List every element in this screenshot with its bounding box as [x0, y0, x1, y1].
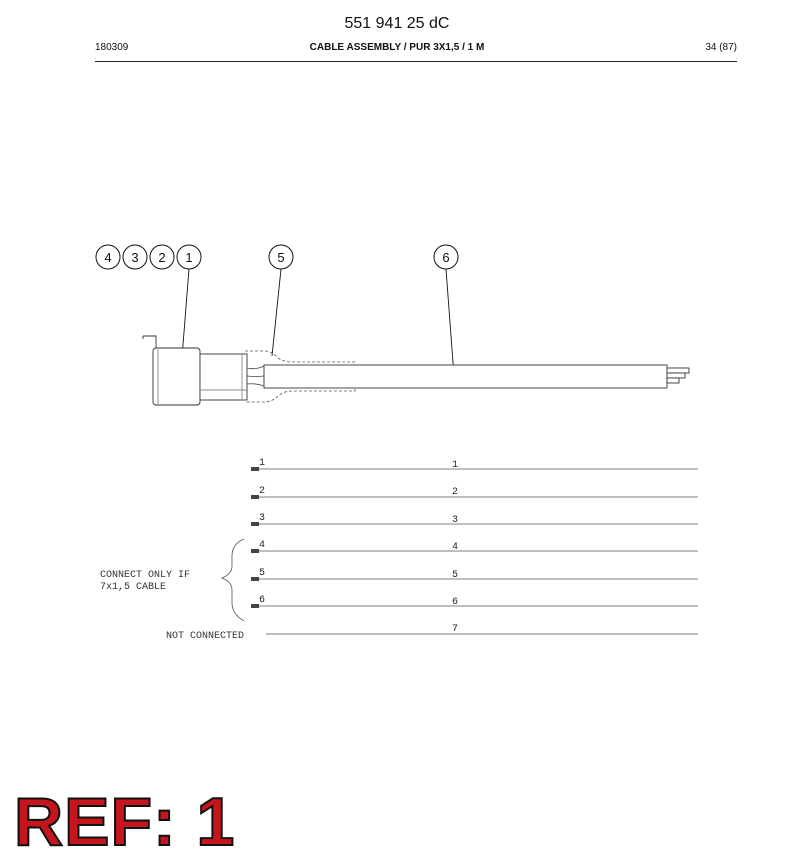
wire-label-2: 2 — [452, 487, 459, 498]
not-connected-label: NOT CONNECTED — [166, 631, 245, 642]
wire-label-4: 4 — [452, 542, 459, 553]
left-pin-label-6: 6 — [259, 595, 266, 606]
wire-label-1: 1 — [452, 460, 459, 471]
pin-marker-3 — [251, 522, 259, 526]
cable-jacket — [264, 365, 667, 388]
note-line-1: CONNECT ONLY IF — [100, 570, 191, 581]
pin-marker-5 — [251, 577, 259, 581]
balloon-4 — [96, 245, 120, 269]
ref-label: REF: 1 — [14, 784, 236, 860]
left-pin-label-2: 2 — [259, 486, 266, 497]
balloon-2-label: 2 — [158, 250, 166, 265]
balloon-2 — [150, 245, 174, 269]
pin-marker-4 — [251, 549, 259, 553]
balloon-5-label: 5 — [277, 250, 285, 265]
left-pin-label-3: 3 — [259, 513, 266, 524]
wire-end-1 — [667, 368, 689, 373]
wire-end-2 — [667, 373, 685, 378]
left-pin-label-5: 5 — [259, 568, 266, 579]
left-pin-labels — [259, 458, 265, 606]
wire-label-7: 7 — [452, 624, 459, 635]
cable — [264, 365, 689, 388]
left-pin-label-4: 4 — [259, 540, 266, 551]
pin-marker-1 — [251, 467, 259, 471]
balloon-1-label: 1 — [185, 250, 193, 265]
conditional-brace — [222, 539, 244, 621]
wire-label-3: 3 — [452, 515, 459, 526]
balloon-6-label: 6 — [442, 250, 450, 265]
connector-housing — [153, 348, 200, 405]
note-line-2: 7x1,5 CABLE — [100, 582, 167, 593]
connector — [143, 336, 247, 405]
right-wire-labels — [452, 460, 458, 635]
balloon-group — [96, 245, 458, 269]
inner-wires — [247, 366, 264, 386]
page-title: CABLE ASSEMBLY / PUR 3X1,5 / 1 M — [309, 42, 485, 53]
leader-5 — [272, 269, 281, 356]
connector-nut — [200, 354, 247, 400]
conditional-note — [100, 570, 190, 593]
wire-end-3 — [667, 378, 679, 383]
connector-latch — [143, 336, 156, 348]
pin-markers — [251, 467, 259, 608]
header-date: 180309 — [95, 42, 129, 53]
wire-lines — [255, 469, 698, 634]
page-number: 34 (87) — [705, 42, 737, 53]
wire-label-6: 6 — [452, 597, 459, 608]
wire-label-5: 5 — [452, 570, 459, 581]
left-pin-label-1: 1 — [259, 458, 266, 469]
balloon-4-label: 4 — [104, 250, 112, 265]
leader-6 — [446, 269, 454, 376]
wiring-diagram — [100, 458, 698, 642]
balloon-5 — [269, 245, 293, 269]
pin-marker-6 — [251, 604, 259, 608]
balloon-1 — [177, 245, 201, 269]
balloon-3 — [123, 245, 147, 269]
pin-marker-2 — [251, 495, 259, 499]
balloon-3-label: 3 — [131, 250, 139, 265]
balloon-6 — [434, 245, 458, 269]
document-number: 551 941 25 dC — [344, 15, 450, 32]
